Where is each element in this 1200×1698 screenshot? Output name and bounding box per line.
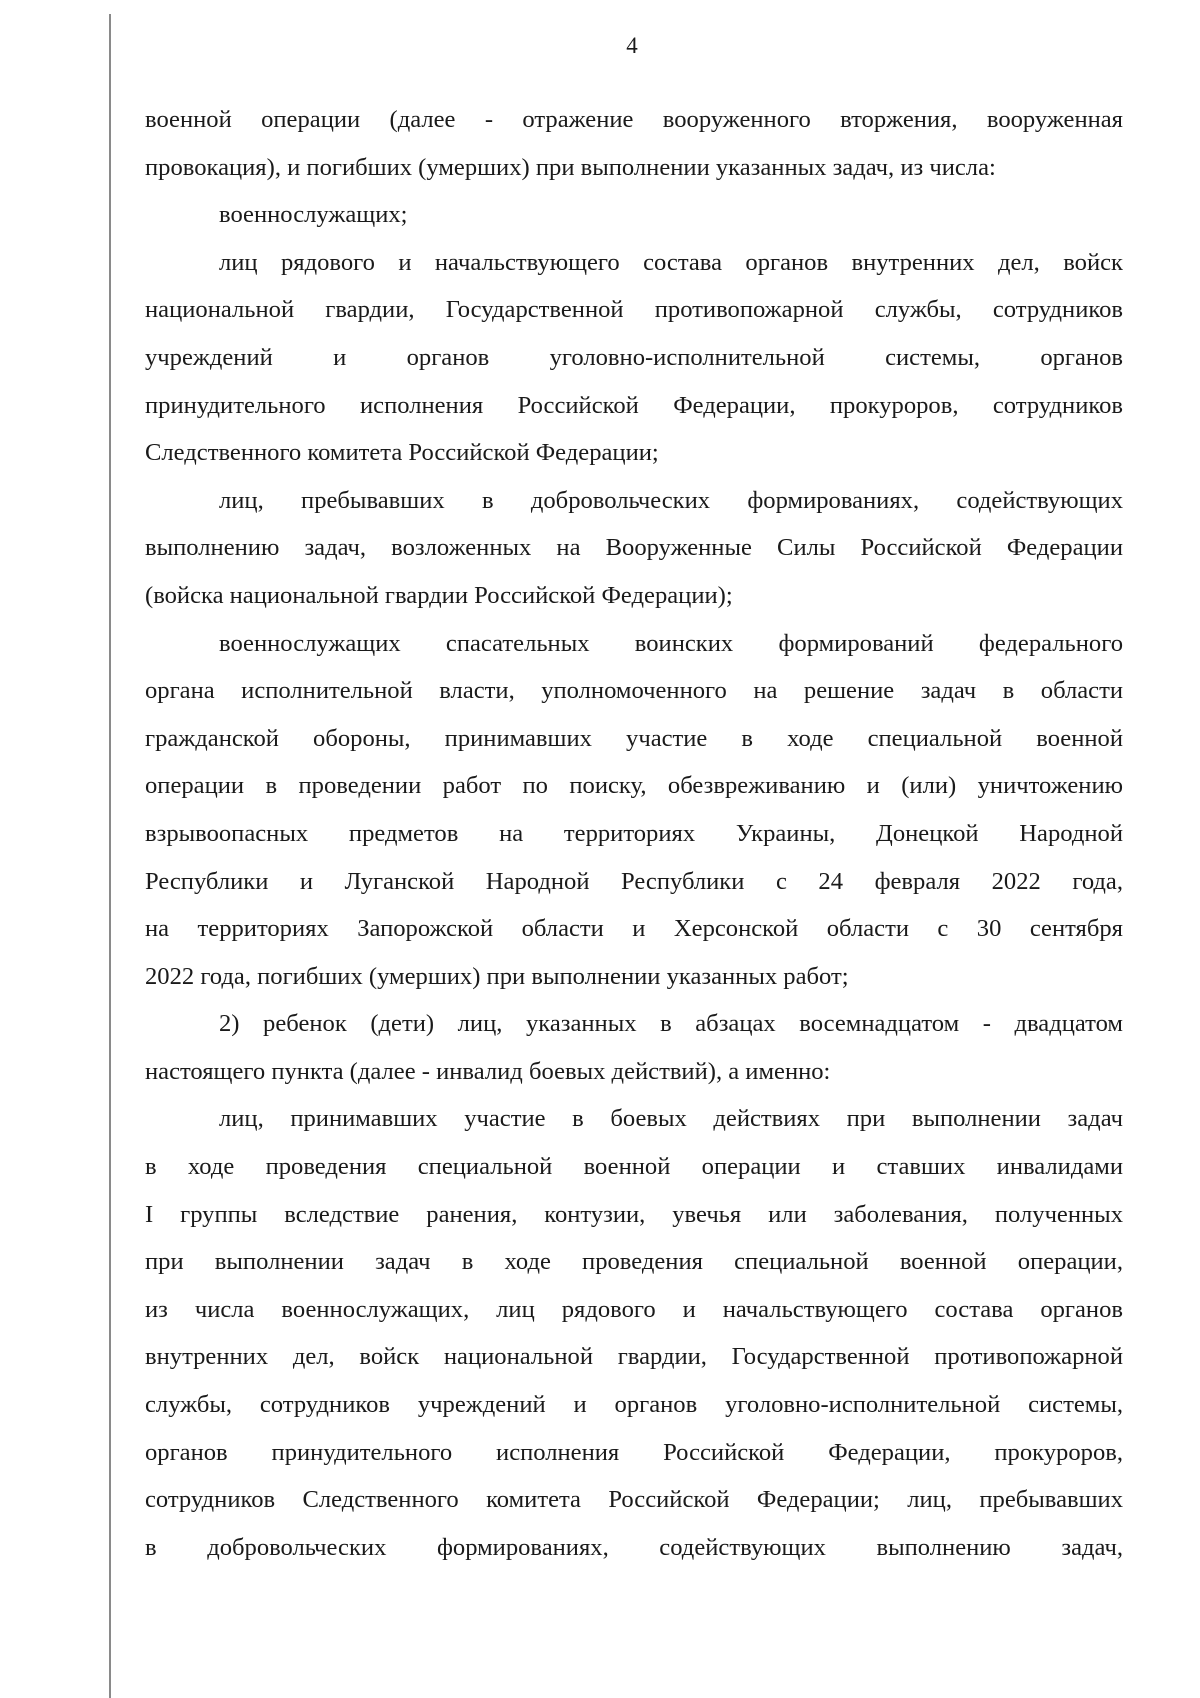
text-line: при выполнении задач в ходе проведения специальной военной операции, xyxy=(145,1248,1123,1276)
text-line: военной операции (далее - отражение вооруженного вторжения, вооруженная xyxy=(145,106,1123,133)
text-line: сотрудников Следственного комитета Российской Федерации; лиц, пребывавших xyxy=(145,1486,1123,1514)
text-line: провокация), и погибших (умерших) при выполнении указанных задач, из числа: xyxy=(145,153,996,181)
text-line: взрывоопасных предметов на территориях Украины, Донецкой Народной xyxy=(145,819,1123,847)
text-line: 2) ребенок (дети) лиц, указанных в абзацах восемнадцатом - двадцатом xyxy=(219,1010,1123,1038)
text-line: операции в проведении работ по поиску, обезвреживанию и (или) уничтожению xyxy=(145,772,1123,800)
text-line: из числа военнослужащих, лиц рядового и начальствующего состава органов xyxy=(145,1295,1123,1323)
text-line: Республики и Луганской Народной Республики с 24 февраля 2022 года, xyxy=(145,867,1123,895)
text-line: настоящего пункта (далее - инвалид боевых действий), а именно: xyxy=(145,1057,831,1085)
document-body xyxy=(145,96,1123,1571)
text-line: гражданской обороны, принимавших участие в ходе специальной военной xyxy=(145,724,1123,752)
scan-margin-line xyxy=(109,14,111,1698)
page-number: 4 xyxy=(626,33,638,58)
text-line: Следственного комитета Российской Федерации; xyxy=(145,439,659,467)
text-line: лиц рядового и начальствующего состава органов внутренних дел, войск xyxy=(219,248,1123,276)
text-line: лиц, пребывавших в добровольческих формированиях, содействующих xyxy=(219,486,1123,514)
text-line: на территориях Запорожской области и Херсонской области с 30 сентября xyxy=(145,915,1123,943)
text-line: выполнению задач, возложенных на Вооруженные Силы Российской Федерации xyxy=(145,534,1123,562)
text-line: военнослужащих; xyxy=(219,201,408,229)
text-line: (войска национальной гвардии Российской Федерации); xyxy=(145,581,733,609)
text-line: органа исполнительной власти, уполномоченного на решение задач в области xyxy=(145,677,1123,705)
text-line: органов принудительного исполнения Российской Федерации, прокуроров, xyxy=(145,1438,1123,1466)
text-line: принудительного исполнения Российской Федерации, прокуроров, сотрудников xyxy=(145,391,1123,419)
text-line: I группы вследствие ранения, контузии, увечья или заболевания, полученных xyxy=(145,1200,1123,1228)
text-line: лиц, принимавших участие в боевых действиях при выполнении задач xyxy=(219,1105,1123,1133)
text-line: в ходе проведения специальной военной операции и ставших инвалидами xyxy=(145,1153,1123,1181)
text-line: национальной гвардии, Государственной противопожарной службы, сотрудников xyxy=(145,296,1123,324)
text-line: внутренних дел, войск национальной гвардии, Государственной противопожарной xyxy=(145,1343,1123,1371)
text-line: в добровольческих формированиях, содействующих выполнению задач, xyxy=(145,1533,1123,1561)
text-line: службы, сотрудников учреждений и органов уголовно-исполнительной системы, xyxy=(145,1391,1123,1419)
text-line: учреждений и органов уголовно-исполнительной системы, органов xyxy=(145,343,1123,371)
text-line: 2022 года, погибших (умерших) при выполнении указанных работ; xyxy=(145,962,849,990)
text-line: военнослужащих спасательных воинских формирований федерального xyxy=(219,629,1123,657)
